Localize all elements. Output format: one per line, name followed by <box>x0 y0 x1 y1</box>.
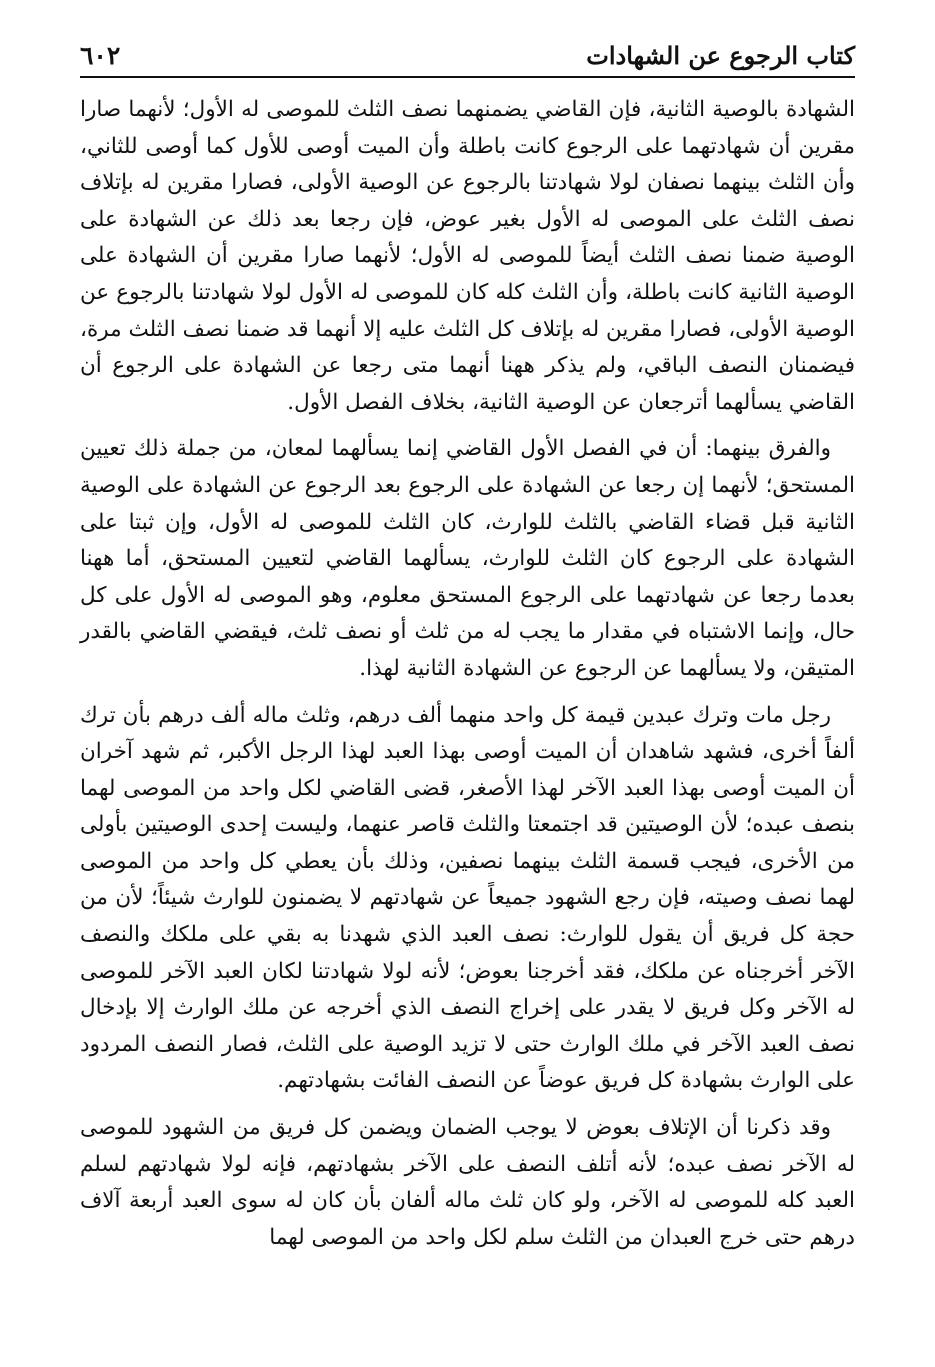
book-title: كتاب الرجوع عن الشهادات <box>586 41 855 70</box>
paragraph-1: الشهادة بالوصية الثانية، فإن القاضي يضمنهما نصف الثلث للموصى له الأول؛ لأنهما صارا مقرين أن شهادتهما على الرجوع كانت باطلة وأن الميت أوصى للأول كما أوصى للثاني، وأن الثلث بينهما نصفان لولا شهادتنا بالرجوع عن الوصية الأولى، فصارا مقرين له بإتلاف نصف الثلث على الموصى له الأول بغير عوض، فإن رجعا بعد ذلك عن الشهادة على الوصية ضمنا نصف الثلث أيضاً للموصى له الأول؛ لأنهما صارا مقرين أن الشهادة على الوصية الثانية كانت باطلة، وأن الثلث كله كان للموصى له الأول لولا شهادتنا بالرجوع عن الوصية الأولى، فصارا مقرين له بإتلاف كل الثلث عليه إلا أنهما قد ضمنا نصف الثلث مرة، فيضمنان النصف الباقي، ولم يذكر ههنا أنهما متى رجعا عن الشهادة على الرجوع أن القاضي يسألهما أترجعان عن الوصية الثانية، بخلاف الفصل الأول. <box>80 97 855 415</box>
paragraph-3: رجل مات وترك عبدين قيمة كل واحد منهما ألف درهم، وثلث ماله ألف درهم بأن ترك ألفاً أخرى، فشهد شاهدان أن الميت أوصى بهذا العبد لهذا الرجل الأكبر، ثم شهد آخران أن الميت أوصى بهذا العبد الآخر لهذا الأصغر، قضى القاضي لكل واحد من الموصى لهما بنصف عبده؛ لأن الوصيتين قد اجتمعتا والثلث قاصر عنهما، وليست إحدى الوصيتين بأولى من الأخرى، فيجب قسمة الثلث بينهما نصفين، وذلك بأن يعطي كل واحد من الموصى لهما نصف وصيته، فإن رجع الشهود جميعاً عن شهادتهم لا يضمنون للوارث شيئاً؛ لأن من حجة كل فريق أن يقول للوارث: نصف العبد الذي شهدنا به بقي على ملكك والنصف الآخر أخرجناه عن ملكك، فقد أخرجنا بعوض؛ لأنه لولا شهادتنا لكان العبد الآخر للموصى له الآخر وكل فريق لا يقدر على إخراج النصف الذي أخرجه عن ملك الوارث إلا بإدخال نصف العبد الآخر في ملك الوارث حتى لا تزيد الوصية على الثلث، فصار النصف المردود على الوارث بشهادة كل فريق عوضاً عن النصف الفائت بشهادتهم. <box>80 702 855 1094</box>
page-content <box>80 92 855 1256</box>
page-header <box>80 30 855 78</box>
paragraph-2: والفرق بينهما: أن في الفصل الأول القاضي إنما يسألهما لمعان، من جملة ذلك تعيين المستحق؛ لأنهما إن رجعا عن الشهادة على الرجوع بعد الرجوع عن الشهادة على الوصية الثانية قبل قضاء القاضي بالثلث للوارث، كان الثلث للموصى له الأول، وإن ثبتا على الشهادة على الرجوع كان الثلث للوارث، يسألهما القاضي لتعيين المستحق، أما ههنا بعدما رجعا عن شهادتهما على الرجوع المستحق معلوم، وهو الموصى له الأول على كل حال، وإنما الاشتباه في مقدار ما يجب له من ثلث أو نصف ثلث، فيقضي القاضي بالقدر المتيقن، ولا يسألهما عن الرجوع عن الشهادة الثانية لهذا. <box>80 436 855 681</box>
page-number: ٦٠٢ <box>80 41 121 70</box>
paragraph-4: وقد ذكرنا أن الإتلاف بعوض لا يوجب الضمان ويضمن كل فريق من الشهود للموصى له الآخر نصف عبده؛ لأنه أتلف النصف على الآخر بشهادتهم، فإنه لولا شهادتهم لسلم العبد كله للموصى له الآخر، ولو كان ثلث ماله ألفان بأن كان له سوى العبد أربعة آلاف درهم حتى خرج العبدان من الثلث سلم لكل واحد من الموصى لهما <box>80 1115 855 1250</box>
